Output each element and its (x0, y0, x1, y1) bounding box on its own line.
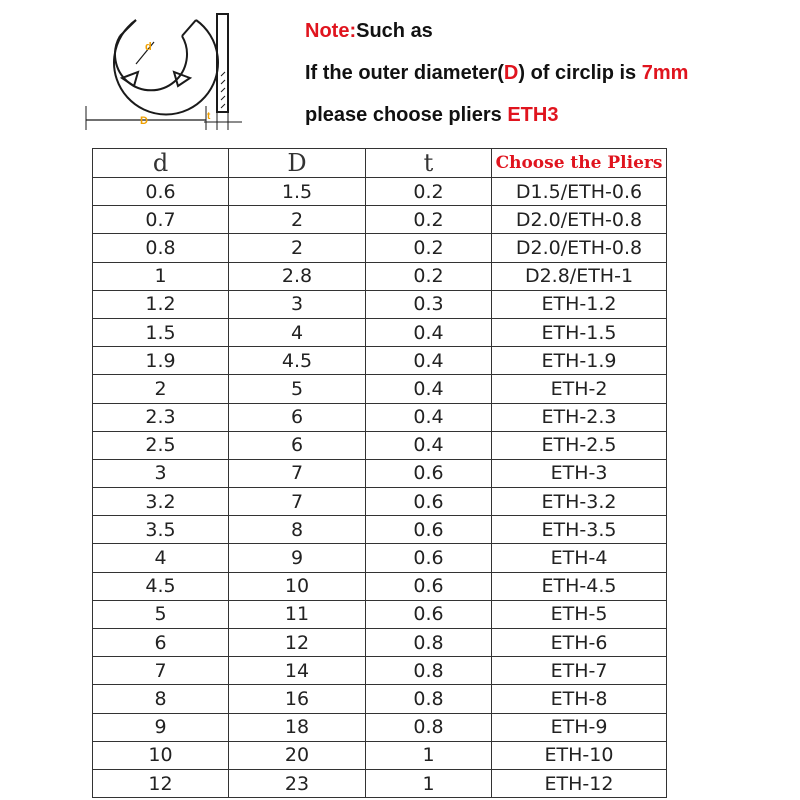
cell-d: 7 (93, 657, 229, 685)
cell-d: 6 (93, 629, 229, 657)
table-row (93, 290, 667, 318)
table-row (93, 459, 667, 487)
cell-pliers: D2.0/ETH-0.8 (492, 206, 667, 234)
cell-pliers: ETH-10 (492, 741, 667, 769)
cell-D: 1.5 (229, 178, 366, 206)
note-prefix: Note: (305, 20, 357, 42)
table-row (93, 206, 667, 234)
cell-D: 4 (229, 318, 366, 346)
note-line-3 (305, 104, 558, 127)
cell-d: 1.5 (93, 318, 229, 346)
cell-d: 3.2 (93, 488, 229, 516)
cell-D: 7 (229, 459, 366, 487)
table-row (93, 741, 667, 769)
cell-t: 0.6 (366, 600, 492, 628)
cell-t: 1 (366, 741, 492, 769)
diagram-label-t: t (207, 111, 211, 122)
cell-d: 5 (93, 600, 229, 628)
cell-pliers: ETH-3 (492, 459, 667, 487)
table-row (93, 516, 667, 544)
note-line-1 (305, 20, 433, 43)
note-line-1-text: Such as (356, 20, 433, 42)
circlip-diagram (76, 6, 246, 134)
cell-pliers: ETH-2 (492, 375, 667, 403)
header-d: d (93, 149, 229, 178)
cell-D: 6 (229, 431, 366, 459)
header-t: t (366, 149, 492, 178)
cell-pliers: ETH-2.3 (492, 403, 667, 431)
cell-d: 2 (93, 375, 229, 403)
table-row (93, 347, 667, 375)
cell-D: 16 (229, 685, 366, 713)
cell-pliers: ETH-12 (492, 769, 667, 797)
cell-t: 0.4 (366, 347, 492, 375)
cell-d: 3 (93, 459, 229, 487)
cell-t: 0.4 (366, 318, 492, 346)
note-line-3-text: please choose pliers (305, 104, 508, 126)
cell-t: 0.8 (366, 713, 492, 741)
table-row (93, 178, 667, 206)
table-row (93, 262, 667, 290)
diagram-label-D: D (140, 115, 148, 127)
cell-d: 3.5 (93, 516, 229, 544)
cell-D: 2 (229, 234, 366, 262)
e-clip-front-view (114, 20, 218, 114)
cell-D: 4.5 (229, 347, 366, 375)
cell-D: 2.8 (229, 262, 366, 290)
cell-t: 0.2 (366, 262, 492, 290)
cell-D: 6 (229, 403, 366, 431)
cell-pliers: ETH-3.5 (492, 516, 667, 544)
diagram-label-d: d (145, 41, 152, 53)
cell-d: 9 (93, 713, 229, 741)
cell-t: 0.6 (366, 488, 492, 516)
note-line-2-D: D (503, 62, 519, 84)
cell-t: 0.4 (366, 431, 492, 459)
cell-t: 0.6 (366, 459, 492, 487)
cell-pliers: ETH-4 (492, 544, 667, 572)
cell-D: 7 (229, 488, 366, 516)
cell-D: 12 (229, 629, 366, 657)
table-row (93, 685, 667, 713)
cell-t: 0.6 (366, 516, 492, 544)
cell-pliers: ETH-6 (492, 629, 667, 657)
cell-pliers: D1.5/ETH-0.6 (492, 178, 667, 206)
cell-t: 0.6 (366, 572, 492, 600)
cell-t: 0.8 (366, 657, 492, 685)
cell-d: 10 (93, 741, 229, 769)
cell-D: 11 (229, 600, 366, 628)
table-header-row (93, 149, 667, 178)
table-row (93, 431, 667, 459)
cell-d: 0.7 (93, 206, 229, 234)
cell-pliers: ETH-5 (492, 600, 667, 628)
note-line-2-value: 7mm (641, 62, 689, 84)
cell-pliers: ETH-7 (492, 657, 667, 685)
cell-D: 18 (229, 713, 366, 741)
cell-t: 0.4 (366, 403, 492, 431)
table-row (93, 572, 667, 600)
cell-d: 12 (93, 769, 229, 797)
table-row (93, 488, 667, 516)
table-row (93, 234, 667, 262)
cell-d: 2.3 (93, 403, 229, 431)
circlip-size-table (92, 148, 667, 798)
header-D: D (229, 149, 366, 178)
note-line-2 (305, 62, 688, 85)
cell-pliers: ETH-1.5 (492, 318, 667, 346)
cell-pliers: D2.0/ETH-0.8 (492, 234, 667, 262)
cell-D: 10 (229, 572, 366, 600)
table-row (93, 769, 667, 797)
cell-t: 0.8 (366, 685, 492, 713)
cell-pliers: ETH-9 (492, 713, 667, 741)
table-row (93, 544, 667, 572)
cell-t: 0.2 (366, 178, 492, 206)
cell-t: 0.6 (366, 544, 492, 572)
cell-D: 5 (229, 375, 366, 403)
table-row (93, 657, 667, 685)
table-row (93, 713, 667, 741)
cell-pliers: ETH-1.9 (492, 347, 667, 375)
cell-D: 2 (229, 206, 366, 234)
cell-d: 2.5 (93, 431, 229, 459)
header-choose-pliers: Choose the Pliers (492, 149, 667, 178)
cell-d: 4 (93, 544, 229, 572)
note-line-2-text-b: ) of circlip is (518, 62, 642, 84)
cell-d: 0.8 (93, 234, 229, 262)
table-row (93, 375, 667, 403)
note-line-3-model: ETH3 (507, 104, 559, 126)
cell-t: 0.8 (366, 629, 492, 657)
table-row (93, 600, 667, 628)
cell-pliers: ETH-8 (492, 685, 667, 713)
cell-D: 14 (229, 657, 366, 685)
cell-pliers: ETH-2.5 (492, 431, 667, 459)
table-row (93, 318, 667, 346)
table-row (93, 629, 667, 657)
cell-D: 23 (229, 769, 366, 797)
cell-t: 0.4 (366, 375, 492, 403)
cell-pliers: ETH-3.2 (492, 488, 667, 516)
cell-pliers: ETH-1.2 (492, 290, 667, 318)
cell-D: 20 (229, 741, 366, 769)
cell-d: 1.9 (93, 347, 229, 375)
cell-t: 0.2 (366, 206, 492, 234)
note-line-2-text-a: If the outer diameter( (305, 62, 504, 84)
cell-D: 9 (229, 544, 366, 572)
cell-D: 8 (229, 516, 366, 544)
cell-pliers: ETH-4.5 (492, 572, 667, 600)
cell-t: 1 (366, 769, 492, 797)
cell-d: 1 (93, 262, 229, 290)
cell-t: 0.3 (366, 290, 492, 318)
cell-d: 4.5 (93, 572, 229, 600)
cell-t: 0.2 (366, 234, 492, 262)
cell-d: 0.6 (93, 178, 229, 206)
table-row (93, 403, 667, 431)
cell-pliers: D2.8/ETH-1 (492, 262, 667, 290)
cell-d: 8 (93, 685, 229, 713)
cell-D: 3 (229, 290, 366, 318)
cell-d: 1.2 (93, 290, 229, 318)
